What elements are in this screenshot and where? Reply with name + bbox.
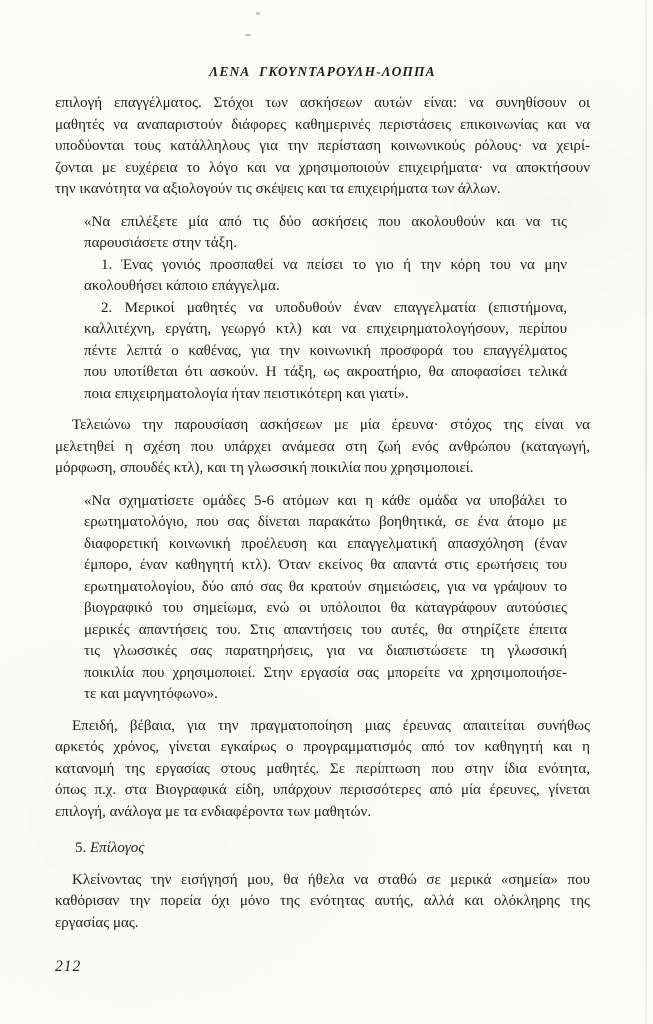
text-line: ερωτηματολογίου, δύο από σας θα κρατούν σημειώσεις, για να γράψουν το [84, 578, 567, 595]
body-paragraph [55, 870, 590, 935]
section-title: Επίλογος [90, 840, 145, 856]
text-line: καθόρισαν την πορεία όχι μόνο της ενότητας αυτής, αλλά και ολόκληρης της [55, 893, 590, 909]
text-line: τε και μαγνητόφωνο». [84, 686, 218, 702]
text-line: υποδύονται τους κατάλληλους για την περίσταση κοινωνικούς ρόλους· να χειρί- [55, 138, 590, 154]
text-line: 2. Μερικοί μαθητές να υποδυθούν έναν επαγγελματία (επιστήμονα, [101, 299, 567, 316]
text-line: την ικανότητα να αξιολογούν τις σκέψεις και τα επιχειρήματα των άλλων. [55, 181, 501, 197]
body-paragraph [55, 93, 590, 201]
section-number: 5. [75, 840, 90, 856]
text-line: ποικιλία που χρησιμοποιεί. Στην εργασία σας μπορείτε να χρησιμοποιήσε- [84, 664, 567, 681]
text-line: 1. Ένας γονιός προσπαθεί να πείσει το γιο ή την κόρη του να μην [101, 256, 567, 273]
text-line: που υποτίθεται ότι ασκούν. Η τάξη, ως ακροατήριο, θα αποφασίσει τελικά [84, 364, 567, 380]
text-line: ακολουθήσει κάποιο επάγγελμα. [84, 278, 280, 294]
text-line: «Να σχηματίσετε ομάδες 5-6 ατόμων και η κάθε ομάδα να υποβάλει το [84, 492, 567, 509]
text-line: επιλογή επαγγέλματος. Στόχοι των ασκήσεων αυτών είναι: να συνηθίσουν οι [55, 95, 590, 111]
text-line: εργασίας μας. [55, 914, 139, 931]
text-line: επιλογή, ανάλογα με τα ενδιαφέροντα των μαθητών. [55, 803, 372, 820]
text-line: ζονται με ευχέρεια το λόγο και να χρησιμοποιούν επιχειρήματα· να αποκτήσουν [55, 159, 590, 176]
text-line: ποια επιχειρηματολογία ήταν πειστικότερη και γιατί». [84, 385, 409, 402]
text-column [55, 93, 590, 934]
text-line: αρκετός χρόνος, γίνεται εγκαίρως ο προγραμματισμός από τον καθηγητή και η [55, 739, 590, 755]
text-line: ερωτηματολόγιο, που σας δίνεται παρακάτω βοηθητικά, σε ένα άτομο με [84, 514, 567, 530]
running-head-author: ΛΕΝΑ ΓΚΟΥΝΤΑΡΟΥΛΗ-ΛΟΠΠΑ [209, 64, 436, 79]
text-line: παρουσιάσετε στην τάξη. [84, 235, 237, 251]
text-line: κατανομή της εργασίας στους μαθητές. Σε περίπτωση που στην ίδια ενότητα, [55, 760, 590, 777]
text-line: Κλείνοντας την εισήγησή μου, θα ήθελα να σταθώ σε μερικά «σημεία» που [72, 871, 590, 888]
body-paragraph [55, 716, 590, 824]
text-line: καλλιτέχνη, εργάτη, γεωργό κτλ) και να επιχειρηματολογήσουν, περίπου [84, 321, 567, 337]
text-line: Επειδή, βέβαια, για την πραγματοποίηση μιας έρευνας απαιτείται συνήθως [72, 717, 590, 734]
body-paragraph [55, 415, 590, 480]
text-line: όπως π.χ. στα Βιογραφικά είδη, υπάρχουν περισσότερες από μία έρευνες, γίνεται [55, 782, 590, 798]
text-line: «Να επιλέξετε μία από τις δύο ασκήσεις που ακολουθούν και να τις [84, 213, 567, 230]
text-line: Τελειώνω την παρουσίαση ασκήσεων με μία έρευνα· στόχος της είναι να [72, 417, 590, 433]
text-line: βιογραφικό του σημείωμα, ενώ οι υπόλοιποι θα καταγράφουν αυτούσιες [84, 600, 567, 616]
page-number: 212 [55, 958, 82, 975]
text-line: διαφορετική κοινωνική προέλευση και επαγγελματική απασχόληση (έναν [84, 535, 567, 552]
section-heading [55, 838, 590, 860]
text-line: έμπορο, έναν καθηγητή κτλ). Όταν εκείνος θα απαντά στις ερωτήσεις του [84, 557, 567, 573]
text-line: πέντε λεπτά ο καθένας, για την κοινωνική προσφορά του επαγγέλματος [84, 342, 567, 359]
text-line: μαθητές να αναπαριστούν διάφορες καθημερινές περιστάσεις επικοινωνίας και να [55, 116, 590, 133]
quote-block [84, 491, 567, 706]
text-line: μελετηθεί η σχέση που υπάρχει ανάμεσα στη ζωή ενός ανθρώπου (καταγωγή, [55, 438, 590, 455]
quote-block [84, 212, 567, 406]
text-line: τις γλωσσικές σας παρατηρήσεις, για να διαπιστώσετε τη γλωσσική [84, 643, 567, 659]
text-line: μόρφωση, σπουδές κτλ), και τη γλωσσική ποικιλία που χρησιμοποιεί. [55, 460, 474, 476]
text-line: μερικές απαντήσεις του. Στις απαντήσεις του αυτές, θα στηρίζετε έπειτα [84, 621, 567, 638]
